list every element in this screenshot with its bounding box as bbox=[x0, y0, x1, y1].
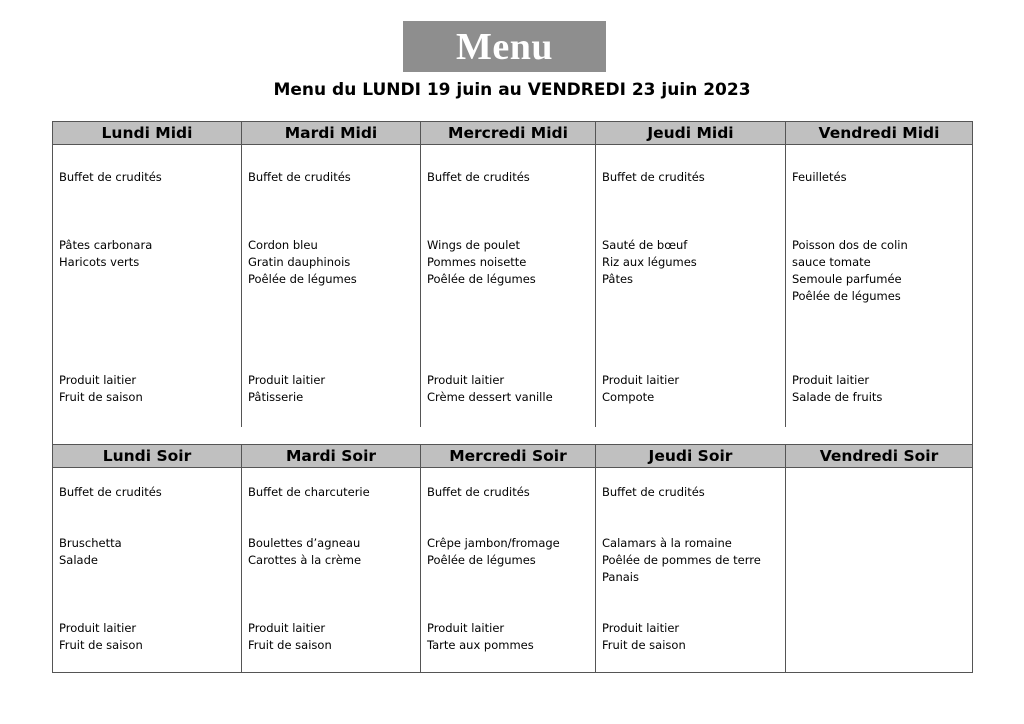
lunch-body-row bbox=[53, 145, 973, 428]
day-cell-mercredi-midi bbox=[421, 145, 596, 428]
menu-item: Boulettes d’agneau bbox=[248, 536, 361, 550]
header-mercredi-soir: Mercredi Soir bbox=[421, 445, 596, 468]
main-course-group bbox=[427, 535, 560, 569]
starter-group bbox=[248, 484, 370, 501]
menu-title: Menu bbox=[403, 21, 606, 72]
main-course-group bbox=[59, 535, 122, 569]
dessert-group bbox=[427, 620, 534, 654]
day-cell-jeudi-midi bbox=[596, 145, 786, 428]
day-menu bbox=[786, 145, 972, 427]
menu-item: Pâtes carbonara bbox=[59, 238, 153, 252]
menu-item: Carottes à la crème bbox=[248, 553, 362, 567]
header-jeudi-midi: Jeudi Midi bbox=[596, 122, 786, 145]
menu-item: Poêlée de pommes de terre bbox=[602, 553, 761, 567]
menu-item: Feuilletés bbox=[792, 170, 847, 184]
menu-item: Buffet de crudités bbox=[59, 485, 162, 499]
dinner-body-row bbox=[53, 468, 973, 673]
main-course-group bbox=[602, 237, 697, 288]
header-vendredi-soir: Vendredi Soir bbox=[786, 445, 973, 468]
menu-item: Wings de poulet bbox=[427, 238, 520, 252]
menu-item: Buffet de crudités bbox=[59, 170, 162, 184]
header-vendredi-midi: Vendredi Midi bbox=[786, 122, 973, 145]
lunch-table bbox=[52, 121, 973, 448]
dessert-group bbox=[602, 372, 679, 406]
menu-item: Buffet de crudités bbox=[248, 170, 351, 184]
starter-group bbox=[427, 169, 530, 186]
menu-item: Pâtisserie bbox=[248, 390, 304, 404]
day-menu bbox=[596, 468, 785, 672]
menu-item: Crème dessert vanille bbox=[427, 390, 553, 404]
menu-item: Riz aux légumes bbox=[602, 255, 697, 269]
day-cell-mercredi-soir bbox=[421, 468, 596, 673]
dessert-group bbox=[427, 372, 553, 406]
starter-group bbox=[602, 169, 705, 186]
day-menu bbox=[786, 468, 972, 672]
menu-item: Produit laitier bbox=[59, 621, 137, 635]
header-mercredi-midi: Mercredi Midi bbox=[421, 122, 596, 145]
menu-item: Poêlée de légumes bbox=[427, 553, 536, 567]
dessert-group bbox=[59, 372, 143, 406]
dessert-group bbox=[248, 372, 325, 406]
day-cell-mardi-soir bbox=[242, 468, 421, 673]
day-menu bbox=[53, 468, 241, 672]
menu-item: Tarte aux pommes bbox=[427, 638, 534, 652]
dinner-header-row bbox=[53, 445, 973, 468]
menu-item: Fruit de saison bbox=[59, 638, 143, 652]
menu-item: Haricots verts bbox=[59, 255, 140, 269]
day-cell-vendredi-midi bbox=[786, 145, 973, 428]
main-course-group bbox=[248, 237, 357, 288]
header-mardi-midi: Mardi Midi bbox=[242, 122, 421, 145]
menu-item: Produit laitier bbox=[602, 621, 680, 635]
menu-item: Cordon bleu bbox=[248, 238, 318, 252]
day-menu bbox=[242, 145, 420, 427]
menu-item: Poisson dos de colin bbox=[792, 238, 908, 252]
starter-group bbox=[248, 169, 351, 186]
dessert-group bbox=[248, 620, 332, 654]
starter-group bbox=[59, 169, 162, 186]
menu-item: Fruit de saison bbox=[59, 390, 143, 404]
main-course-group bbox=[792, 237, 908, 305]
menu-item: Poêlée de légumes bbox=[427, 272, 536, 286]
day-cell-mardi-midi bbox=[242, 145, 421, 428]
header-lundi-midi: Lundi Midi bbox=[53, 122, 242, 145]
day-cell-jeudi-soir bbox=[596, 468, 786, 673]
header-mardi-soir: Mardi Soir bbox=[242, 445, 421, 468]
menu-item: Bruschetta bbox=[59, 536, 122, 550]
starter-group bbox=[792, 169, 847, 186]
menu-item: Produit laitier bbox=[248, 621, 326, 635]
menu-item: Buffet de crudités bbox=[602, 485, 705, 499]
day-cell-vendredi-soir bbox=[786, 468, 973, 673]
menu-item: Poêlée de légumes bbox=[792, 289, 901, 303]
starter-group bbox=[602, 484, 705, 501]
dessert-group bbox=[59, 620, 143, 654]
menu-item: sauce tomate bbox=[792, 255, 871, 269]
header-jeudi-soir: Jeudi Soir bbox=[596, 445, 786, 468]
menu-item: Calamars à la romaine bbox=[602, 536, 732, 550]
dinner-table bbox=[52, 444, 973, 673]
menu-item: Produit laitier bbox=[59, 373, 137, 387]
day-menu bbox=[53, 145, 241, 427]
starter-group bbox=[59, 484, 162, 501]
menu-item: Produit laitier bbox=[427, 373, 505, 387]
menu-item: Fruit de saison bbox=[602, 638, 686, 652]
day-cell-lundi-soir bbox=[53, 468, 242, 673]
day-cell-lundi-midi bbox=[53, 145, 242, 428]
menu-item: Produit laitier bbox=[792, 373, 870, 387]
menu-item: Produit laitier bbox=[602, 373, 680, 387]
menu-item: Gratin dauphinois bbox=[248, 255, 351, 269]
menu-item: Buffet de crudités bbox=[602, 170, 705, 184]
day-menu bbox=[421, 468, 595, 672]
day-menu bbox=[596, 145, 785, 427]
header-lundi-soir: Lundi Soir bbox=[53, 445, 242, 468]
lunch-header-row bbox=[53, 122, 973, 145]
main-course-group bbox=[427, 237, 536, 288]
main-course-group bbox=[248, 535, 361, 569]
menu-item: Pommes noisette bbox=[427, 255, 527, 269]
menu-item: Fruit de saison bbox=[248, 638, 332, 652]
menu-item: Crêpe jambon/fromage bbox=[427, 536, 560, 550]
starter-group bbox=[427, 484, 530, 501]
dessert-group bbox=[602, 620, 686, 654]
menu-item: Produit laitier bbox=[427, 621, 505, 635]
menu-subtitle: Menu du LUNDI 19 juin au VENDREDI 23 juin 2023 bbox=[273, 80, 751, 100]
menu-item: Semoule parfumée bbox=[792, 272, 902, 286]
menu-item: Pâtes bbox=[602, 272, 634, 286]
main-course-group bbox=[602, 535, 761, 586]
menu-item: Salade de fruits bbox=[792, 390, 883, 404]
menu-item: Compote bbox=[602, 390, 655, 404]
menu-item: Panais bbox=[602, 570, 639, 584]
main-course-group bbox=[59, 237, 152, 271]
menu-item: Sauté de bœuf bbox=[602, 238, 688, 252]
menu-item: Buffet de crudités bbox=[427, 485, 530, 499]
day-menu bbox=[242, 468, 420, 672]
dessert-group bbox=[792, 372, 882, 406]
menu-item: Produit laitier bbox=[248, 373, 326, 387]
menu-item: Buffet de crudités bbox=[427, 170, 530, 184]
menu-item: Poêlée de légumes bbox=[248, 272, 357, 286]
menu-item: Buffet de charcuterie bbox=[248, 485, 370, 499]
day-menu bbox=[421, 145, 595, 427]
menu-item: Salade bbox=[59, 553, 98, 567]
